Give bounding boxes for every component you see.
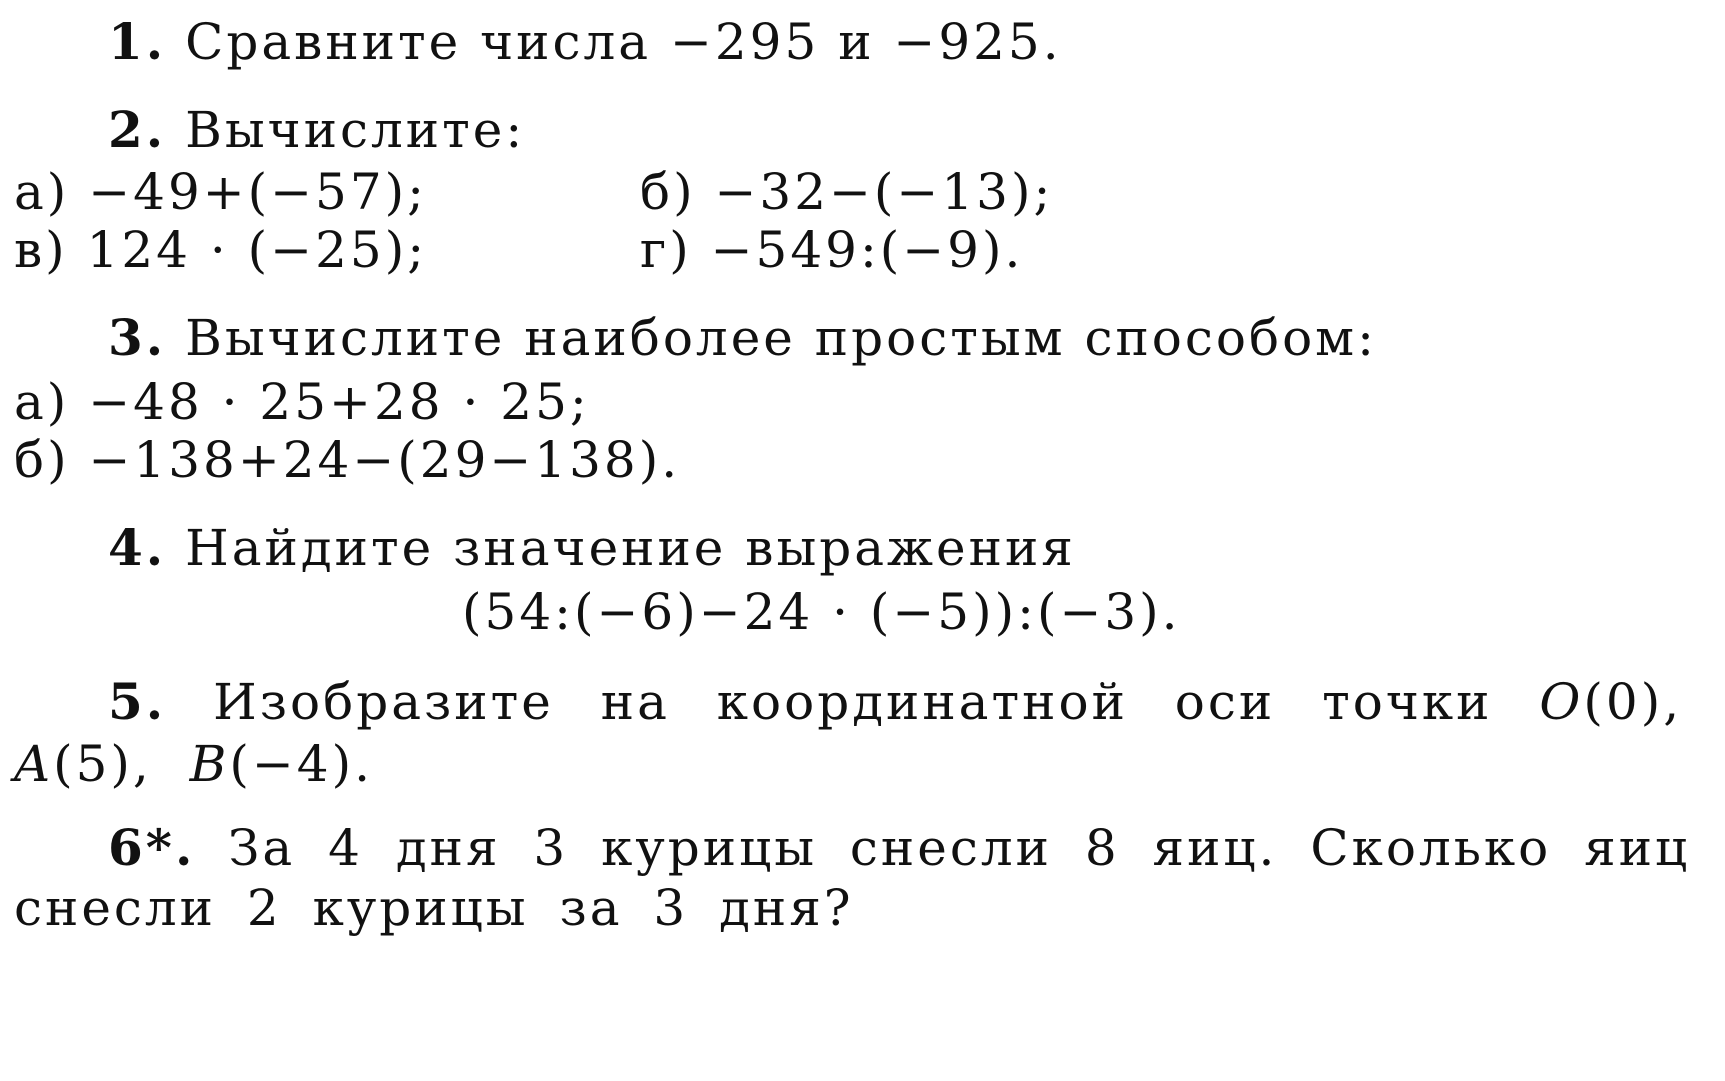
item-expression: −49+(−57);	[88, 163, 428, 221]
problem-6-line-2	[14, 878, 854, 938]
item-expression: −549:(−9).	[710, 221, 1024, 279]
problem-2-item-g	[640, 220, 1023, 280]
problem-2	[108, 100, 525, 160]
item-label: г)	[640, 221, 692, 279]
problem-5-line-1	[108, 672, 1682, 732]
problem-3-text: Вычислите наиболее простым способом:	[185, 309, 1377, 367]
problem-6-line-1	[108, 818, 1690, 878]
item-expression: −48 · 25+28 · 25;	[88, 373, 590, 431]
problem-1-text: Сравните числа −295 и −925.	[185, 13, 1062, 71]
point-a-label: A	[14, 735, 54, 793]
problem-6-text-line-1: За 4 дня 3 курицы снесли 8 яиц. Сколько яиц	[228, 819, 1691, 877]
problem-3	[108, 308, 1377, 368]
item-label: а)	[14, 373, 70, 431]
problem-2-item-a	[14, 162, 427, 222]
problem-6-number: 6*.	[108, 818, 196, 877]
problem-4-formula	[462, 582, 1181, 642]
point-o-label: O	[1539, 673, 1584, 731]
item-label: а)	[14, 163, 70, 221]
problem-5-line-2	[14, 734, 373, 794]
point-b-coordinate: (−4).	[229, 735, 373, 793]
point-o-coordinate: (0),	[1583, 673, 1683, 731]
problem-4	[108, 518, 1076, 578]
problem-2-item-v	[14, 220, 427, 280]
problem-4-text: Найдите значение выражения	[185, 519, 1076, 577]
problem-2-number: 2.	[108, 100, 167, 159]
point-a-coordinate: (5),	[53, 735, 152, 793]
problem-5-text: Изобразите на координатной оси точки	[213, 673, 1493, 731]
problem-2-item-b	[640, 162, 1053, 222]
problem-6-text-line-2: снесли 2 курицы за 3 дня?	[14, 879, 854, 937]
problem-5-number: 5.	[108, 672, 167, 731]
item-label: б)	[640, 163, 696, 221]
problem-1-number: 1.	[108, 12, 167, 71]
item-expression: −138+24−(29−138).	[88, 431, 681, 489]
problem-3-number: 3.	[108, 308, 167, 367]
problem-1	[108, 12, 1062, 72]
problem-4-number: 4.	[108, 518, 167, 577]
problem-3-item-a	[14, 372, 590, 432]
item-expression: 124 · (−25);	[86, 221, 428, 279]
point-b-label: B	[189, 735, 230, 793]
item-label: в)	[14, 221, 68, 279]
item-expression: −32−(−13);	[714, 163, 1054, 221]
problem-3-item-b	[14, 430, 680, 490]
problem-2-text: Вычислите:	[185, 101, 526, 159]
formula-expression: (54:(−6)−24 · (−5)):(−3).	[462, 583, 1181, 641]
item-label: б)	[14, 431, 70, 489]
